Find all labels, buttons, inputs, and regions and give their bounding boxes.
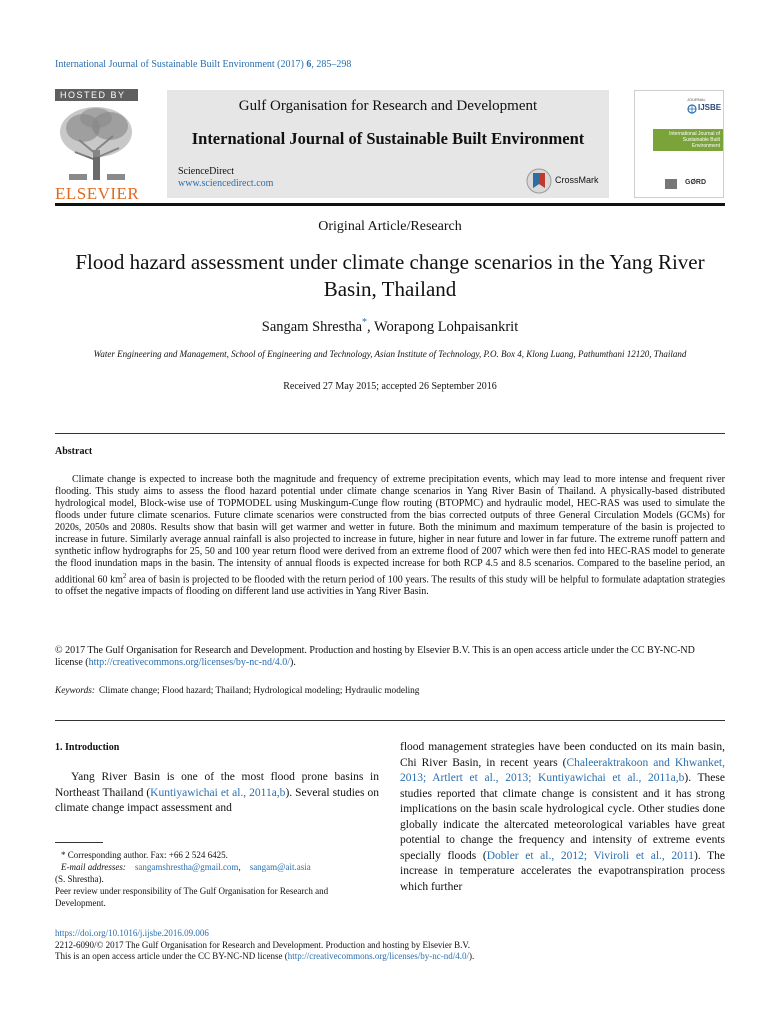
author-separator: , <box>367 318 375 335</box>
open-access-text: ). <box>468 951 475 961</box>
header-rule <box>55 203 725 206</box>
author-name: Worapong Lohpaisankrit <box>374 318 519 335</box>
journal-name: International Journal of Sustainable Built Environment <box>191 129 585 148</box>
sciencedirect-label: ScienceDirect <box>178 166 235 177</box>
citation-link[interactable]: Dobler et al., 2012; Viviroli et al., 2011 <box>486 849 694 862</box>
peer-review-note: Peer review under responsibility of The Gulf Organisation for Research and Development. <box>55 886 329 908</box>
received-dates: Received 27 May 2015; accepted 26 September 2016 <box>283 381 497 392</box>
elsevier-logo-text: ELSEVIER <box>55 184 140 203</box>
body-text: ). The increase in temperature accelerates the evapotranspiration process which further <box>400 849 725 893</box>
email-owner: (S. Shrestha). <box>55 874 104 884</box>
article-title: Flood hazard assessment under climate change scenarios in the Yang River Basin, Thailand <box>75 250 705 301</box>
cover-footer-logo: GØRD <box>685 179 706 186</box>
author-name: Sangam Shrestha <box>261 318 363 335</box>
doi-link[interactable]: https://doi.org/10.1016/j.ijsbe.2016.09.006 <box>55 928 209 938</box>
journal-pages: , 285–298 <box>311 59 352 70</box>
email-link[interactable]: sangamshrestha@gmail.com <box>134 862 239 872</box>
cover-publisher-mark <box>665 179 677 189</box>
cover-globe-icon <box>687 104 697 114</box>
superscript: 2 <box>122 572 127 580</box>
crossmark-button[interactable] <box>526 168 616 194</box>
crossmark-label: CrossMark <box>555 175 599 185</box>
email-link[interactable]: sangam@ait.asia <box>249 862 311 872</box>
intro-column-left <box>55 770 379 817</box>
intro-column-right <box>400 740 725 895</box>
abstract-text: area of basin is projected to be flooded with the return period of 100 years. The results of this study will be helpful to formulate adaptation strategies to offset the negative impacts of flooding on different land use activities in Yang River Basin. <box>55 574 725 598</box>
journal-cover-thumbnail[interactable] <box>634 90 724 198</box>
open-access-line <box>55 951 725 963</box>
abstract-bottom-rule <box>55 720 725 721</box>
abstract-heading: Abstract <box>55 446 93 457</box>
copyright-notice <box>55 645 725 669</box>
crossmark-icon <box>526 168 552 194</box>
citation-link[interactable]: Chaleeraktrakoon and Khwanket, 2013; Artlert et al., 2013; Kuntiyawichai et al., 2011a,b <box>400 756 725 784</box>
hosted-by-label: HOSTED BY <box>55 89 138 101</box>
body-text: ). These studies reported that climate change is consistent and it has strong implications on the basin scale hydrological cycle. Other studies done globally indicate the altercated meteorological variables have great potential to change the frequency and intensity of extreme events specially floods ( <box>400 772 725 862</box>
abstract-text: Climate change is expected to increase both the magnitude and frequency of extreme precipitation events, which may lead to more intense and frequent river flooding. This study aims to assess the flood hazard potential under climate change scenarios in Yang River Basin of Thailand. A physically-based distributed hydrological model, Block-wise use of TOPMODEL using Muskingum-Cunge flow routing (BTOPMC) and hydraulic model, HEC-RAS was used to simulate the floods under future climate scenarios. Future climate scenarios were constructed from the bias corrected outputs of three General Circulation Models (GCMs) for 2020s, 2050s and 2080s. Results show that basin will get warmer and wetter in future. Both the minimum and maximum temperature of the basin is projected to increase in future. Similarly average annual rainfall is also projected to increase in future, higher in near future and lower in far future. The extreme runoff pattern and synthetic inflow hydrographs for 25, 50 and 100 year return flood were derived from an extreme flood of 2007 which were then fed into HEC-RAS model to generate the flood inundation maps in the basin. The intensity of annual floods is expected increase for both RCP 4.5 and 8.5 scenarios. Compared to the baseline period, an additional 60 km <box>55 474 725 586</box>
email-label: E-mail addresses: <box>61 862 126 872</box>
journal-citation[interactable] <box>55 59 351 70</box>
abstract-body <box>55 474 725 598</box>
license-link[interactable]: http://creativecommons.org/licenses/by-nc-nd/4.0/ <box>287 951 469 961</box>
open-access-text: This is an open access article under the CC BY-NC-ND license ( <box>55 951 288 961</box>
copyright-text: © 2017 The Gulf Organisation for Research and Development. Production and hosting by Elsevier B.V. This is an open access article under the CC BY-NC-ND license ( <box>55 645 695 668</box>
cover-short-name: IJSBE <box>698 103 722 112</box>
footnotes <box>55 849 379 909</box>
body-text: Yang River Basin is one of the most flood prone basins in Northeast Thailand ( <box>55 771 379 799</box>
article-type: Original Article/Research <box>318 219 462 234</box>
keywords-label: Keywords: <box>55 686 95 696</box>
copyright-text: ). <box>290 657 296 668</box>
sciencedirect-link[interactable]: www.sciencedirect.com <box>178 178 274 189</box>
issn-line: 2212-6090/© 2017 The Gulf Organisation for Research and Development. Production and hosting by Elsevier B.V. <box>55 939 471 950</box>
article-footer <box>55 928 725 963</box>
author-list <box>55 317 725 336</box>
email-line: E-mail addresses: sangamshrestha@gmail.com, sangam@ait.asia <box>61 862 311 872</box>
body-text: ). Several studies on climate change impact assessment and <box>55 786 379 814</box>
elsevier-tree-logo <box>55 104 138 184</box>
corresponding-author-note: * Corresponding author. Fax: +66 2 524 6425. <box>61 850 228 860</box>
journal-citation-text: International Journal of Sustainable Built Environment (2017) <box>55 59 307 70</box>
license-link[interactable]: http://creativecommons.org/licenses/by-nc-nd/4.0/ <box>88 657 291 668</box>
journal-volume: 6 <box>306 59 312 70</box>
keywords <box>55 686 725 696</box>
cover-journal-tag: JOURNAL <box>687 97 706 102</box>
abstract-top-rule <box>55 433 725 434</box>
cover-title-band: International Journal of Sustainable Built Environment <box>653 129 723 151</box>
section-heading: 1. Introduction <box>55 742 120 753</box>
footnote-rule <box>55 842 103 843</box>
body-text: flood management strategies have been conducted on its main basin, Chi River Basin, in recent years ( <box>400 741 725 769</box>
organisation-name: Gulf Organisation for Research and Development <box>238 98 538 114</box>
corresponding-author-mark[interactable]: * <box>362 317 368 328</box>
citation-link[interactable]: Kuntiyawichai et al., 2011a,b <box>150 786 286 799</box>
keywords-list: Climate change; Flood hazard; Thailand; Hydrological modeling; Hydraulic modeling <box>98 686 420 696</box>
affiliation: Water Engineering and Management, School of Engineering and Technology, Asian Institute of Technology, P.O. Box 4, Klong Luang, Pathumthani 12120, Thailand <box>93 349 687 359</box>
